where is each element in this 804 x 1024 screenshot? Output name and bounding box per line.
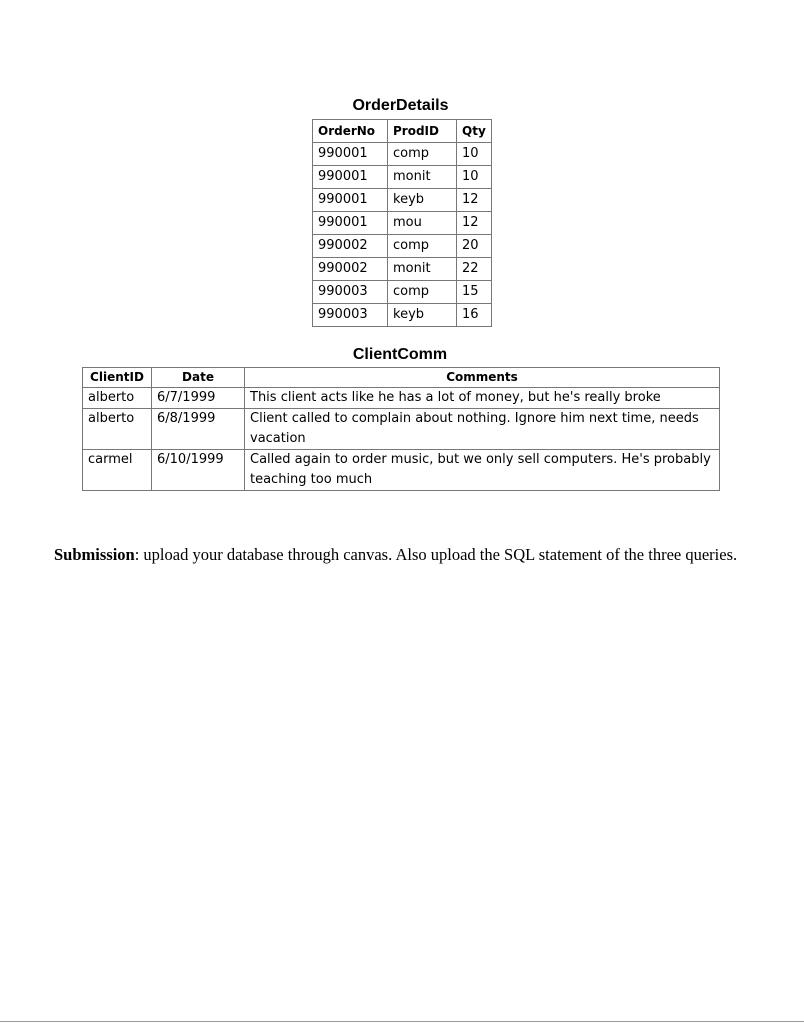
- column-header: ProdID: [388, 120, 457, 143]
- table-header-row: [313, 120, 492, 143]
- submission-paragraph: [54, 543, 754, 566]
- order-details-title: OrderDetails: [352, 97, 449, 114]
- table-cell: keyb: [388, 189, 457, 212]
- table-row: [313, 189, 492, 212]
- table-cell: 6/8/1999: [152, 409, 245, 450]
- table-cell: 6/7/1999: [152, 388, 245, 409]
- column-header: OrderNo: [313, 120, 388, 143]
- client-comm-title: ClientComm: [352, 346, 448, 363]
- table-row: [313, 143, 492, 166]
- client-comm-table: [82, 367, 720, 491]
- table-cell: 12: [457, 212, 492, 235]
- table-cell: Client called to complain about nothing. Ignore him next time, needs vacation: [245, 409, 720, 450]
- table-cell: monit: [388, 258, 457, 281]
- table-cell: 990001: [313, 189, 388, 212]
- table-cell: 990003: [313, 281, 388, 304]
- table-row: [313, 258, 492, 281]
- table-cell: 12: [457, 189, 492, 212]
- table-cell: Called again to order music, but we only sell computers. He's probably teaching too much: [245, 450, 720, 491]
- column-header: Comments: [245, 368, 720, 388]
- table-cell: keyb: [388, 304, 457, 327]
- table-row: [313, 235, 492, 258]
- table-cell: 10: [457, 143, 492, 166]
- table-cell: 990002: [313, 258, 388, 281]
- table-cell: 990003: [313, 304, 388, 327]
- table-cell: mou: [388, 212, 457, 235]
- column-header: Qty: [457, 120, 492, 143]
- table-cell: alberto: [83, 388, 152, 409]
- table-header-row: [83, 368, 720, 388]
- order-details-table: [312, 119, 492, 327]
- table-row: [313, 212, 492, 235]
- table-row: [83, 409, 720, 450]
- table-cell: 22: [457, 258, 492, 281]
- table-cell: 990001: [313, 212, 388, 235]
- table-cell: 990001: [313, 166, 388, 189]
- column-header: Date: [152, 368, 245, 388]
- table-cell: carmel: [83, 450, 152, 491]
- table-row: [83, 388, 720, 409]
- column-header: ClientID: [83, 368, 152, 388]
- page-bottom-divider: [0, 1021, 804, 1022]
- table-cell: alberto: [83, 409, 152, 450]
- submission-label: Submission: [54, 545, 135, 564]
- table-cell: 10: [457, 166, 492, 189]
- table-cell: 6/10/1999: [152, 450, 245, 491]
- table-row: [313, 304, 492, 327]
- table-cell: comp: [388, 143, 457, 166]
- submission-text: : upload your database through canvas. Also upload the SQL statement of the three queries.: [134, 545, 738, 564]
- table-cell: 15: [457, 281, 492, 304]
- table-row: [313, 281, 492, 304]
- table-cell: monit: [388, 166, 457, 189]
- table-row: [313, 166, 492, 189]
- table-cell: This client acts like he has a lot of money, but he's really broke: [245, 388, 720, 409]
- table-cell: 990002: [313, 235, 388, 258]
- table-row: [83, 450, 720, 491]
- table-cell: comp: [388, 281, 457, 304]
- table-cell: 990001: [313, 143, 388, 166]
- table-cell: comp: [388, 235, 457, 258]
- table-cell: 16: [457, 304, 492, 327]
- table-cell: 20: [457, 235, 492, 258]
